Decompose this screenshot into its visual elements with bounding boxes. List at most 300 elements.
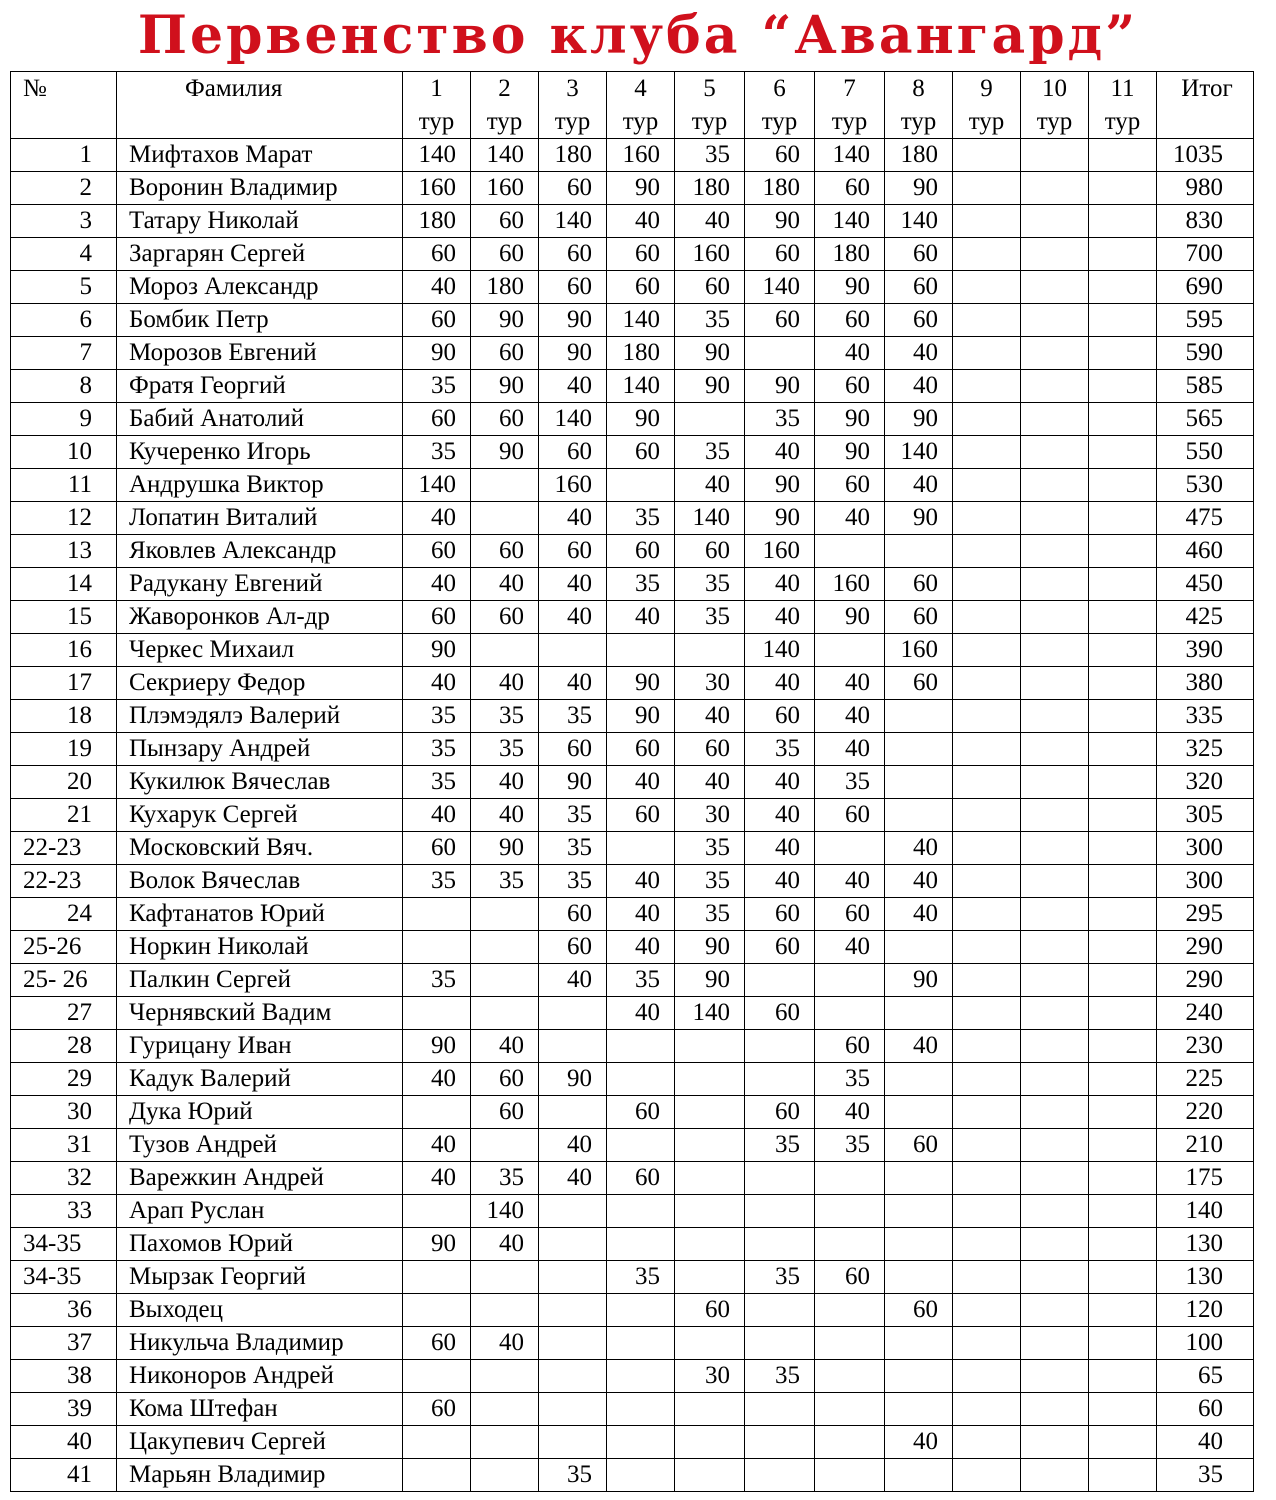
round-11-score-cell xyxy=(1089,139,1157,172)
round-1-score-cell xyxy=(403,1426,471,1459)
round-2-score-cell: 60 xyxy=(471,403,539,436)
table-row xyxy=(11,898,1254,931)
round-6-score-cell xyxy=(745,1030,815,1063)
table-row xyxy=(11,799,1254,832)
round-1-score-cell: 60 xyxy=(403,601,471,634)
player-name-cell: Секриеру Федор xyxy=(117,667,403,700)
round-1-score-cell: 140 xyxy=(403,469,471,502)
round-3-score-cell: 35 xyxy=(539,1459,607,1492)
table-row xyxy=(11,238,1254,271)
player-name-cell: Кукилюк Вячеслав xyxy=(117,766,403,799)
round-3-score-cell: 160 xyxy=(539,469,607,502)
table-row xyxy=(11,1426,1254,1459)
player-name-cell: Волок Вячеслав xyxy=(117,865,403,898)
place-cell: 29 xyxy=(11,1063,117,1096)
round-1-score-cell xyxy=(403,1096,471,1129)
place-cell: 40 xyxy=(11,1426,117,1459)
round-6-score-cell: 40 xyxy=(745,568,815,601)
round-2-score-cell xyxy=(471,931,539,964)
round-8-score-cell: 60 xyxy=(885,601,953,634)
round-3-score-cell: 140 xyxy=(539,205,607,238)
round-6-score-cell: 160 xyxy=(745,535,815,568)
round-5-score-cell xyxy=(675,1162,745,1195)
player-name-cell: Плэмэдялэ Валерий xyxy=(117,700,403,733)
round-6-score-cell: 35 xyxy=(745,1360,815,1393)
round-4-score-cell: 35 xyxy=(607,568,675,601)
round-3-score-cell: 35 xyxy=(539,700,607,733)
round-5-score-cell xyxy=(675,1327,745,1360)
round-2-score-cell: 60 xyxy=(471,601,539,634)
round-10-score-cell xyxy=(1021,139,1089,172)
round-11-score-cell xyxy=(1089,1228,1157,1261)
round-7-score-cell: 35 xyxy=(815,1063,885,1096)
table-row xyxy=(11,733,1254,766)
round-11-score-cell xyxy=(1089,1162,1157,1195)
round-4-score-cell: 40 xyxy=(607,601,675,634)
round-9-score-cell xyxy=(953,172,1021,205)
round-5-score-cell: 90 xyxy=(675,370,745,403)
round-9-score-cell xyxy=(953,1129,1021,1162)
round-10-score-cell xyxy=(1021,700,1089,733)
round-7-score-cell xyxy=(815,1459,885,1492)
place-cell: 20 xyxy=(11,766,117,799)
round-4-score-cell xyxy=(607,1063,675,1096)
round-2-score-cell: 35 xyxy=(471,865,539,898)
player-name-cell: Бомбик Петр xyxy=(117,304,403,337)
round-4-score-cell: 90 xyxy=(607,403,675,436)
round-1-score-cell: 180 xyxy=(403,205,471,238)
round-8-score-cell: 60 xyxy=(885,667,953,700)
round-number: 9 xyxy=(980,75,993,102)
total-cell: 460 xyxy=(1157,535,1254,568)
round-6-score-cell: 40 xyxy=(745,766,815,799)
round-6-score-cell: 90 xyxy=(745,469,815,502)
place-cell: 2 xyxy=(11,172,117,205)
round-9-score-cell xyxy=(953,1063,1021,1096)
round-9-score-cell xyxy=(953,1459,1021,1492)
round-4-score-cell: 35 xyxy=(607,502,675,535)
place-cell: 19 xyxy=(11,733,117,766)
round-number: 1 xyxy=(430,75,443,102)
round-1-score-cell: 40 xyxy=(403,799,471,832)
round-11-score-cell xyxy=(1089,997,1157,1030)
round-6-score-cell xyxy=(745,337,815,370)
round-3-score-cell: 60 xyxy=(539,733,607,766)
round-1-score-cell: 40 xyxy=(403,502,471,535)
round-4-score-cell: 40 xyxy=(607,898,675,931)
round-8-score-cell: 40 xyxy=(885,337,953,370)
column-header-round-10 xyxy=(1021,72,1089,139)
round-5-score-cell xyxy=(675,1195,745,1228)
total-cell: 1035 xyxy=(1157,139,1254,172)
round-11-score-cell xyxy=(1089,799,1157,832)
round-number: 6 xyxy=(773,75,786,102)
round-10-score-cell xyxy=(1021,1228,1089,1261)
round-7-score-cell: 60 xyxy=(815,304,885,337)
round-1-score-cell: 40 xyxy=(403,271,471,304)
round-7-score-cell: 160 xyxy=(815,568,885,601)
table-header xyxy=(11,72,1254,139)
round-8-score-cell xyxy=(885,1261,953,1294)
round-3-score-cell: 60 xyxy=(539,172,607,205)
round-6-score-cell: 40 xyxy=(745,601,815,634)
round-1-score-cell: 35 xyxy=(403,766,471,799)
round-1-score-cell: 40 xyxy=(403,1129,471,1162)
round-6-score-cell: 60 xyxy=(745,931,815,964)
table-row xyxy=(11,1261,1254,1294)
total-cell: 390 xyxy=(1157,634,1254,667)
round-9-score-cell xyxy=(953,1228,1021,1261)
round-9-score-cell xyxy=(953,799,1021,832)
round-6-score-cell xyxy=(745,1195,815,1228)
round-7-score-cell: 40 xyxy=(815,931,885,964)
total-cell: 830 xyxy=(1157,205,1254,238)
column-header-round-9 xyxy=(953,72,1021,139)
round-2-score-cell xyxy=(471,1261,539,1294)
round-4-score-cell: 40 xyxy=(607,931,675,964)
round-8-score-cell xyxy=(885,997,953,1030)
round-3-score-cell: 40 xyxy=(539,370,607,403)
player-name-cell: Гурицану Иван xyxy=(117,1030,403,1063)
round-1-score-cell: 60 xyxy=(403,535,471,568)
round-6-score-cell: 140 xyxy=(745,271,815,304)
round-3-score-cell xyxy=(539,1294,607,1327)
round-2-score-cell: 35 xyxy=(471,700,539,733)
player-name-cell: Мороз Александр xyxy=(117,271,403,304)
round-9-score-cell xyxy=(953,1162,1021,1195)
place-cell: 1 xyxy=(11,139,117,172)
round-3-score-cell: 40 xyxy=(539,964,607,997)
round-6-score-cell: 60 xyxy=(745,898,815,931)
round-5-score-cell xyxy=(675,1261,745,1294)
round-6-score-cell: 180 xyxy=(745,172,815,205)
round-9-score-cell xyxy=(953,469,1021,502)
round-7-score-cell: 40 xyxy=(815,865,885,898)
round-11-score-cell xyxy=(1089,1393,1157,1426)
round-1-score-cell: 140 xyxy=(403,139,471,172)
total-cell: 980 xyxy=(1157,172,1254,205)
place-cell: 25- 26 xyxy=(11,964,117,997)
round-7-score-cell: 140 xyxy=(815,205,885,238)
player-name-cell: Выходец xyxy=(117,1294,403,1327)
round-4-score-cell: 35 xyxy=(607,1261,675,1294)
round-3-score-cell: 90 xyxy=(539,337,607,370)
round-11-score-cell xyxy=(1089,634,1157,667)
round-1-score-cell: 60 xyxy=(403,1393,471,1426)
round-8-score-cell: 40 xyxy=(885,898,953,931)
round-5-score-cell: 90 xyxy=(675,931,745,964)
round-7-score-cell: 90 xyxy=(815,601,885,634)
round-5-score-cell: 40 xyxy=(675,469,745,502)
round-1-score-cell: 40 xyxy=(403,568,471,601)
round-10-score-cell xyxy=(1021,1063,1089,1096)
round-8-score-cell: 60 xyxy=(885,238,953,271)
round-7-score-cell: 90 xyxy=(815,271,885,304)
place-cell: 17 xyxy=(11,667,117,700)
place-cell: 32 xyxy=(11,1162,117,1195)
round-6-score-cell: 35 xyxy=(745,733,815,766)
round-2-score-cell: 160 xyxy=(471,172,539,205)
round-4-score-cell: 160 xyxy=(607,139,675,172)
round-9-score-cell xyxy=(953,964,1021,997)
round-7-score-cell xyxy=(815,1228,885,1261)
column-header-number: № xyxy=(11,72,117,139)
round-2-score-cell: 60 xyxy=(471,337,539,370)
place-cell: 12 xyxy=(11,502,117,535)
round-11-score-cell xyxy=(1089,1294,1157,1327)
round-word: тур xyxy=(418,108,455,135)
total-cell: 140 xyxy=(1157,1195,1254,1228)
table-row xyxy=(11,634,1254,667)
round-2-score-cell: 90 xyxy=(471,370,539,403)
round-8-score-cell xyxy=(885,1063,953,1096)
round-11-score-cell xyxy=(1089,832,1157,865)
total-cell: 220 xyxy=(1157,1096,1254,1129)
round-6-score-cell xyxy=(745,1063,815,1096)
round-4-score-cell xyxy=(607,1195,675,1228)
round-10-score-cell xyxy=(1021,1030,1089,1063)
round-1-score-cell xyxy=(403,1261,471,1294)
round-2-score-cell xyxy=(471,1393,539,1426)
round-5-score-cell: 35 xyxy=(675,832,745,865)
round-word: тур xyxy=(691,108,728,135)
round-2-score-cell: 140 xyxy=(471,1195,539,1228)
round-11-score-cell xyxy=(1089,601,1157,634)
round-7-score-cell: 40 xyxy=(815,502,885,535)
round-2-score-cell: 60 xyxy=(471,205,539,238)
player-name-cell: Чернявский Вадим xyxy=(117,997,403,1030)
place-cell: 33 xyxy=(11,1195,117,1228)
player-name-cell: Никульча Владимир xyxy=(117,1327,403,1360)
table-row xyxy=(11,535,1254,568)
round-1-score-cell: 160 xyxy=(403,172,471,205)
round-7-score-cell xyxy=(815,1162,885,1195)
total-cell: 585 xyxy=(1157,370,1254,403)
round-10-score-cell xyxy=(1021,1426,1089,1459)
round-3-score-cell xyxy=(539,1393,607,1426)
player-name-cell: Черкес Михаил xyxy=(117,634,403,667)
place-cell: 25-26 xyxy=(11,931,117,964)
round-9-score-cell xyxy=(953,700,1021,733)
column-header-round-8 xyxy=(885,72,953,139)
table-body xyxy=(11,139,1254,1492)
round-8-score-cell xyxy=(885,1228,953,1261)
round-number: 5 xyxy=(703,75,716,102)
round-4-score-cell xyxy=(607,1393,675,1426)
round-11-score-cell xyxy=(1089,502,1157,535)
round-8-score-cell: 140 xyxy=(885,205,953,238)
round-5-score-cell xyxy=(675,1063,745,1096)
player-name-cell: Палкин Сергей xyxy=(117,964,403,997)
round-2-score-cell: 40 xyxy=(471,799,539,832)
total-cell: 425 xyxy=(1157,601,1254,634)
round-1-score-cell xyxy=(403,1459,471,1492)
round-2-score-cell: 40 xyxy=(471,1030,539,1063)
place-cell: 7 xyxy=(11,337,117,370)
round-8-score-cell xyxy=(885,1459,953,1492)
total-cell: 690 xyxy=(1157,271,1254,304)
round-word: тур xyxy=(1036,108,1073,135)
round-9-score-cell xyxy=(953,535,1021,568)
round-5-score-cell: 60 xyxy=(675,733,745,766)
round-3-score-cell xyxy=(539,1327,607,1360)
round-4-score-cell: 40 xyxy=(607,205,675,238)
round-7-score-cell xyxy=(815,1195,885,1228)
round-6-score-cell xyxy=(745,1294,815,1327)
round-1-score-cell xyxy=(403,997,471,1030)
round-8-score-cell xyxy=(885,931,953,964)
total-cell: 240 xyxy=(1157,997,1254,1030)
column-header-round-1 xyxy=(403,72,471,139)
player-name-cell: Арап Руслан xyxy=(117,1195,403,1228)
round-11-score-cell xyxy=(1089,205,1157,238)
round-8-score-cell: 180 xyxy=(885,139,953,172)
round-6-score-cell xyxy=(745,1459,815,1492)
round-2-score-cell xyxy=(471,1360,539,1393)
round-4-score-cell: 140 xyxy=(607,304,675,337)
round-6-score-cell: 35 xyxy=(745,1129,815,1162)
round-4-score-cell: 60 xyxy=(607,271,675,304)
round-9-score-cell xyxy=(953,832,1021,865)
round-8-score-cell: 140 xyxy=(885,436,953,469)
table-row xyxy=(11,1129,1254,1162)
round-1-score-cell: 90 xyxy=(403,634,471,667)
round-11-score-cell xyxy=(1089,1063,1157,1096)
round-8-score-cell xyxy=(885,535,953,568)
round-word: тур xyxy=(761,108,798,135)
total-cell: 100 xyxy=(1157,1327,1254,1360)
round-11-score-cell xyxy=(1089,370,1157,403)
round-2-score-cell: 90 xyxy=(471,436,539,469)
round-9-score-cell xyxy=(953,1030,1021,1063)
round-7-score-cell: 60 xyxy=(815,469,885,502)
round-2-score-cell xyxy=(471,1426,539,1459)
round-5-score-cell xyxy=(675,1228,745,1261)
round-9-score-cell xyxy=(953,238,1021,271)
total-cell: 590 xyxy=(1157,337,1254,370)
table-row xyxy=(11,1459,1254,1492)
round-8-score-cell: 40 xyxy=(885,1030,953,1063)
player-name-cell: Морозов Евгений xyxy=(117,337,403,370)
table-row xyxy=(11,205,1254,238)
player-name-cell: Бабий Анатолий xyxy=(117,403,403,436)
place-cell: 4 xyxy=(11,238,117,271)
table-row xyxy=(11,964,1254,997)
player-name-cell: Дука Юрий xyxy=(117,1096,403,1129)
round-11-score-cell xyxy=(1089,172,1157,205)
round-5-score-cell: 35 xyxy=(675,601,745,634)
round-11-score-cell xyxy=(1089,304,1157,337)
round-5-score-cell: 30 xyxy=(675,1360,745,1393)
round-5-score-cell: 40 xyxy=(675,766,745,799)
round-2-score-cell: 60 xyxy=(471,1096,539,1129)
place-cell: 9 xyxy=(11,403,117,436)
round-1-score-cell xyxy=(403,1195,471,1228)
round-4-score-cell: 180 xyxy=(607,337,675,370)
total-cell: 210 xyxy=(1157,1129,1254,1162)
table-row xyxy=(11,931,1254,964)
round-4-score-cell xyxy=(607,832,675,865)
player-name-cell: Тузов Андрей xyxy=(117,1129,403,1162)
round-8-score-cell: 60 xyxy=(885,568,953,601)
round-2-score-cell: 90 xyxy=(471,832,539,865)
round-1-score-cell: 40 xyxy=(403,1162,471,1195)
round-10-score-cell xyxy=(1021,799,1089,832)
table-row xyxy=(11,304,1254,337)
round-5-score-cell: 30 xyxy=(675,667,745,700)
round-11-score-cell xyxy=(1089,1030,1157,1063)
player-name-cell: Андрушка Виктор xyxy=(117,469,403,502)
round-9-score-cell xyxy=(953,931,1021,964)
round-11-score-cell xyxy=(1089,1129,1157,1162)
round-3-score-cell: 60 xyxy=(539,238,607,271)
round-2-score-cell: 60 xyxy=(471,238,539,271)
round-10-score-cell xyxy=(1021,964,1089,997)
round-3-score-cell xyxy=(539,634,607,667)
round-11-score-cell xyxy=(1089,1096,1157,1129)
place-cell: 34-35 xyxy=(11,1261,117,1294)
player-name-cell: Норкин Николай xyxy=(117,931,403,964)
round-11-score-cell xyxy=(1089,436,1157,469)
table-row xyxy=(11,1327,1254,1360)
round-10-score-cell xyxy=(1021,436,1089,469)
round-9-score-cell xyxy=(953,436,1021,469)
place-cell: 30 xyxy=(11,1096,117,1129)
round-11-score-cell xyxy=(1089,865,1157,898)
round-2-score-cell: 40 xyxy=(471,1228,539,1261)
column-header-round-4 xyxy=(607,72,675,139)
round-9-score-cell xyxy=(953,337,1021,370)
round-7-score-cell: 40 xyxy=(815,733,885,766)
total-cell: 35 xyxy=(1157,1459,1254,1492)
round-6-score-cell: 90 xyxy=(745,502,815,535)
round-4-score-cell: 60 xyxy=(607,238,675,271)
round-5-score-cell: 90 xyxy=(675,964,745,997)
player-name-cell: Мырзак Георгий xyxy=(117,1261,403,1294)
round-7-score-cell: 35 xyxy=(815,766,885,799)
round-6-score-cell: 40 xyxy=(745,436,815,469)
round-word: тур xyxy=(486,108,523,135)
round-4-score-cell xyxy=(607,1129,675,1162)
round-8-score-cell: 60 xyxy=(885,271,953,304)
round-7-score-cell xyxy=(815,1360,885,1393)
header-row xyxy=(11,72,1254,139)
round-8-score-cell: 90 xyxy=(885,964,953,997)
round-3-score-cell xyxy=(539,997,607,1030)
round-11-score-cell xyxy=(1089,700,1157,733)
round-5-score-cell: 60 xyxy=(675,271,745,304)
column-header-round-11 xyxy=(1089,72,1157,139)
place-cell: 41 xyxy=(11,1459,117,1492)
round-10-score-cell xyxy=(1021,766,1089,799)
round-7-score-cell xyxy=(815,1327,885,1360)
round-4-score-cell: 140 xyxy=(607,370,675,403)
table-row xyxy=(11,172,1254,205)
player-name-cell: Кучеренко Игорь xyxy=(117,436,403,469)
round-8-score-cell xyxy=(885,1393,953,1426)
round-word: тур xyxy=(554,108,591,135)
round-4-score-cell: 60 xyxy=(607,535,675,568)
round-4-score-cell xyxy=(607,1327,675,1360)
round-1-score-cell: 35 xyxy=(403,436,471,469)
round-1-score-cell: 60 xyxy=(403,832,471,865)
round-2-score-cell xyxy=(471,1129,539,1162)
player-name-cell: Воронин Владимир xyxy=(117,172,403,205)
round-5-score-cell: 40 xyxy=(675,205,745,238)
table-row xyxy=(11,271,1254,304)
place-cell: 27 xyxy=(11,997,117,1030)
total-cell: 295 xyxy=(1157,898,1254,931)
